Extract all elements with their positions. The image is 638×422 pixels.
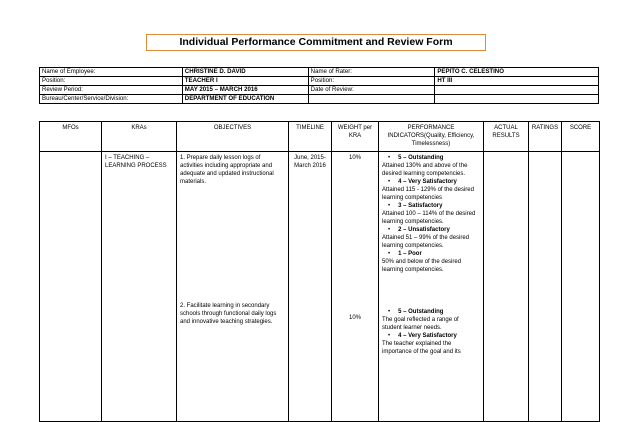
empty-cell	[308, 95, 435, 104]
form-title: Individual Performance Commitment and Review Form	[146, 34, 486, 51]
indicator-level: • 4 – Very Satisfactory	[382, 178, 480, 186]
objective-1: 1. Prepare daily lesson logs of activities including appropriate and adequate and updated instructional materials.	[180, 155, 274, 185]
indicator-level: • 5 – Outstanding	[382, 308, 480, 316]
table-row	[40, 152, 600, 422]
rater-position-label: Position:	[308, 77, 435, 86]
header-timeline: TIMELINE	[289, 122, 332, 152]
employee-label: Name of Employee:	[40, 68, 183, 77]
indicator-level: • 2 – Unsatisfactory	[382, 226, 480, 234]
header-row	[40, 122, 600, 152]
indicators-list-1	[382, 154, 480, 274]
actual-results-cell	[484, 152, 529, 422]
header-ratings: RATINGS	[529, 122, 562, 152]
review-date-label: Date of Review:	[308, 86, 435, 95]
info-row-positions	[40, 77, 599, 86]
performance-table	[39, 121, 600, 422]
period-label: Review Period:	[40, 86, 183, 95]
info-row-bureau	[40, 95, 599, 104]
indicator-level: • 3 – Satisfactory	[382, 202, 480, 210]
header-actual-results: ACTUAL RESULTS	[484, 122, 529, 152]
bureau-value: DEPARTMENT OF EDUCATION	[182, 95, 308, 104]
header-mfos: MFOs	[40, 122, 102, 152]
mfo-cell	[40, 152, 102, 422]
indicator-description: The teacher explained the importance of the goal and its	[382, 341, 461, 355]
indicator-description: The goal reflected a range of student learner needs.	[382, 317, 459, 331]
empty-cell	[435, 95, 599, 104]
bureau-label: Bureau/Center/Service/Division:	[40, 95, 183, 104]
header-indicators: PERFORMANCE INDICATORS(Quality, Efficiency, Timelessness)	[379, 122, 484, 152]
header-kras: KRAs	[102, 122, 177, 152]
indicator-description: 50% and below of the desired learning competencies.	[382, 259, 462, 273]
employee-info-table	[39, 67, 599, 104]
indicator-description: Attained 51 – 99% of the desired learning competencies.	[382, 235, 470, 249]
indicator-description: Attained 100 – 114% of the desired learning competencies.	[382, 211, 476, 225]
indicator-level: • 5 – Outstanding	[382, 154, 480, 162]
objectives-cell	[177, 152, 289, 422]
indicator-description: Attained 115 - 129% of the desired learning competencies	[382, 187, 474, 201]
header-score: SCORE	[562, 122, 600, 152]
info-row-period	[40, 86, 599, 95]
indicators-list-2	[382, 308, 480, 356]
ratings-cell	[529, 152, 562, 422]
timeline-cell: June, 2015- March 2016	[289, 152, 332, 422]
weight-1: 10%	[348, 155, 361, 161]
period-value: MAY 2015 – MARCH 2016	[182, 86, 308, 95]
header-weight: WEIGHT per KRA	[332, 122, 379, 152]
position-label: Position:	[40, 77, 183, 86]
weight-2: 10%	[348, 315, 361, 321]
position-value: TEACHER I	[182, 77, 308, 86]
rater-label: Name of Rater:	[308, 68, 435, 77]
score-cell	[562, 152, 600, 422]
indicators-cell	[379, 152, 484, 422]
review-date-value	[435, 86, 599, 95]
header-objectives: OBJECTIVES	[177, 122, 289, 152]
indicator-level: • 1 – Poor	[382, 250, 480, 258]
rater-value: PEPITO C. CELESTINO	[435, 68, 599, 77]
indicator-description: Attained 130% and above of the desired learning competencies.	[382, 163, 468, 177]
objective-2: 2. Facilitate learning in secondary schools through functional daily logs and innovative teaching strategies.	[180, 303, 277, 325]
kra-cell: I – TEACHING – LEARNING PROCESS	[102, 152, 177, 422]
indicator-level: • 4 – Very Satisfactory	[382, 332, 480, 340]
info-row-names	[40, 68, 599, 77]
weight-cell	[332, 152, 379, 422]
rater-position-value: HT III	[435, 77, 599, 86]
employee-value: CHRISTINE D. DAVID	[182, 68, 308, 77]
